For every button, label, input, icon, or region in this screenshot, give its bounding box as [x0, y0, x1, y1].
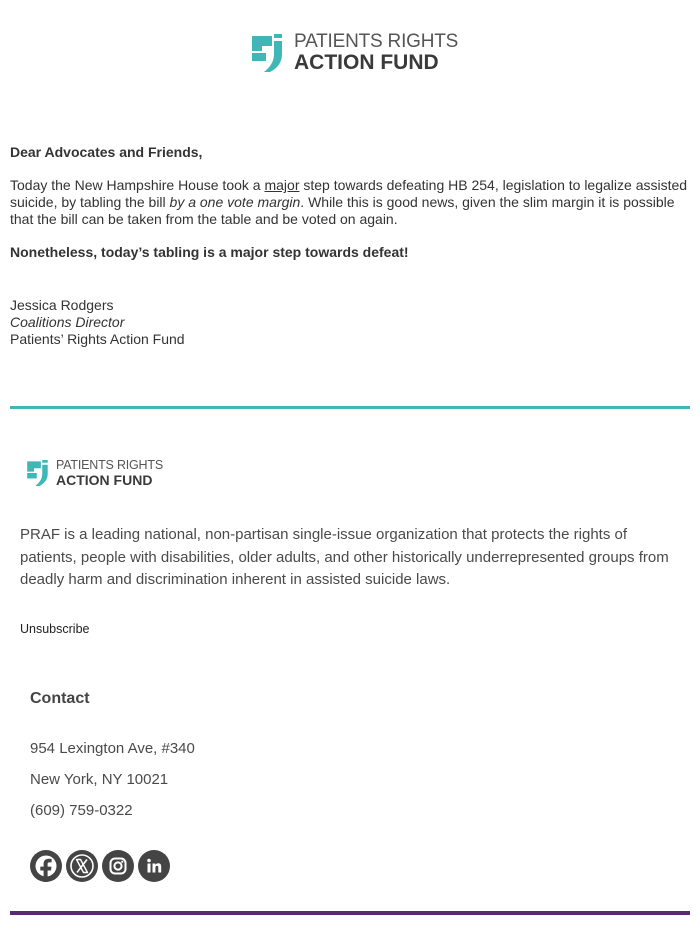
footer-logo-line2: ACTION FUND: [56, 471, 153, 488]
address-line1: 954 Lexington Ave, #340: [30, 740, 195, 757]
x-icon[interactable]: [66, 850, 98, 882]
para-underlined: major: [264, 177, 300, 193]
para-italic: by a one vote margin: [169, 194, 301, 210]
para-part1: Today the New Hampshire House took a: [10, 177, 265, 193]
address-line2: New York, NY 10021: [30, 771, 169, 788]
signature-title: Coalitions Director: [10, 314, 125, 330]
footer-logo-mark-icon: [27, 460, 52, 486]
emphasis-statement: Nonetheless, today’s tabling is a major step towards defeat!: [10, 244, 409, 260]
logo-wordmark: [294, 32, 458, 73]
footer-logo: [27, 459, 163, 487]
footer-logo-line1: PATIENTS RIGHTS: [56, 458, 163, 472]
teal-divider: [10, 406, 690, 409]
para-part3: . While this is good news, given the slim margin it is possible that the bill can be taken from the table and be voted on again.: [10, 194, 675, 227]
unsubscribe-link[interactable]: Unsubscribe: [20, 622, 90, 636]
greeting: Dear Advocates and Friends,: [10, 144, 203, 160]
signature-org: Patients’ Rights Action Fund: [10, 331, 185, 347]
instagram-icon[interactable]: [102, 850, 134, 882]
logo-line2: ACTION FUND: [294, 51, 439, 74]
body-paragraph: [10, 177, 690, 228]
footer-logo-wordmark: [56, 459, 163, 487]
social-links: [30, 850, 170, 882]
contact-heading: Contact: [30, 690, 90, 707]
facebook-icon[interactable]: [30, 850, 62, 882]
signature: [10, 297, 690, 348]
phone-number: (609) 759-0322: [30, 802, 133, 819]
logo-line1: PATIENTS RIGHTS: [294, 31, 459, 52]
header-logo: [252, 32, 458, 73]
para-part2: step towards defeating HB 254, legislation to legalize assisted suicide, by tabling the bill: [10, 177, 688, 210]
purple-divider: [10, 911, 690, 915]
logo-mark-icon: [252, 34, 288, 72]
org-description: PRAF is a leading national, non-partisan single-issue organization that protects the rights of patients, people with disabilities, older adults, and other historically underrepresented groups from deadly harm and discrimination inherent in assisted suicide laws.: [20, 526, 669, 588]
signature-name: Jessica Rodgers: [10, 297, 114, 313]
linkedin-icon[interactable]: [138, 850, 170, 882]
